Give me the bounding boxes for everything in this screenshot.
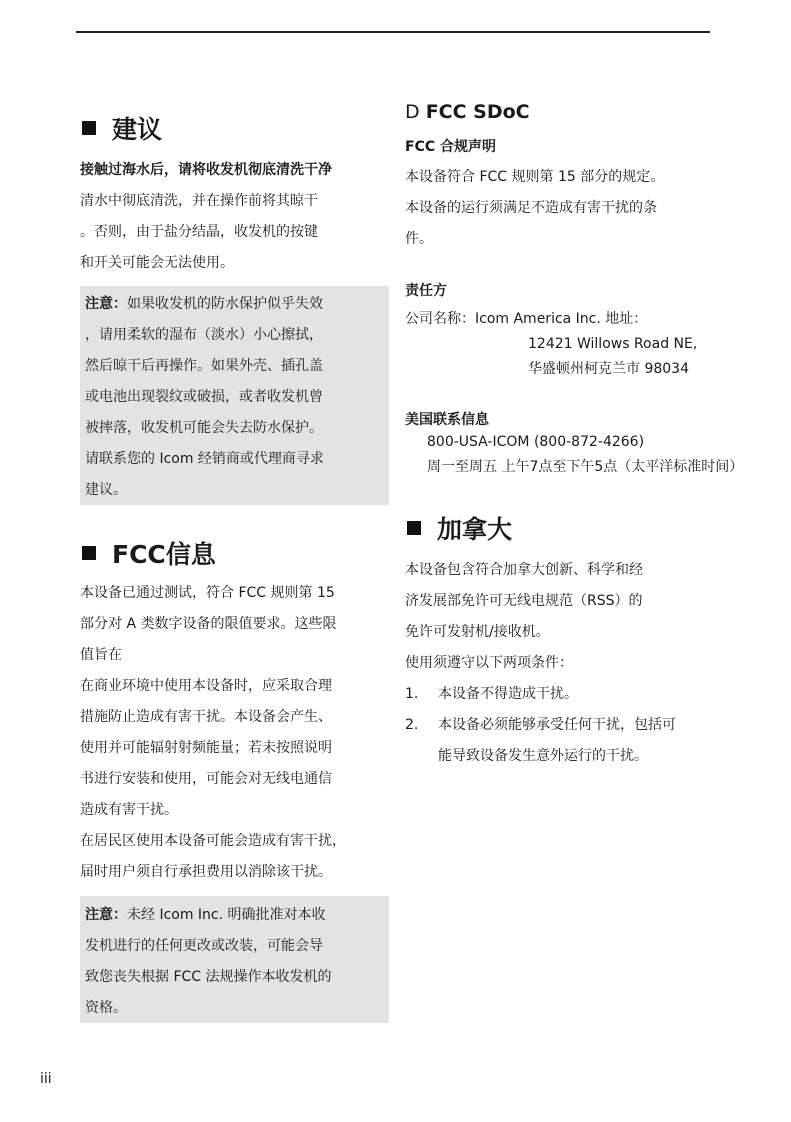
compliance-line: 件。 — [405, 231, 433, 247]
fcc-line: 值旨在 — [80, 647, 122, 663]
condition-line: 能导致设备发生意外运行的干扰。 — [438, 748, 648, 764]
contact-line: 周一至周五 上午7点至下午5点（太平洋标准时间） — [427, 459, 744, 475]
note-label: 注意： — [85, 907, 127, 923]
suggestion-bold-line: 接触过海水后，请将收发机彻底清洗干净 — [80, 162, 332, 178]
canada-line: 本设备包含符合加拿大创新、科学和经 — [405, 562, 643, 578]
compliance-line: 本设备符合 FCC 规则第 15 部分的规定。 — [405, 169, 665, 185]
fcc-line: 在居民区使用本设备可能会造成有害干扰， — [80, 833, 346, 849]
note-line: 然后晾干后再操作。如果外壳、插孔盖 — [85, 358, 323, 374]
suggestion-line: 。否则，由于盐分结晶，收发机的按键 — [80, 224, 318, 240]
condition-number: 1. — [405, 686, 419, 702]
note-line: 资格。 — [85, 1000, 127, 1016]
condition-line: 本设备不得造成干扰。 — [438, 686, 578, 702]
compliance-line: 本设备的运行须满足不造成有害干扰的条 — [405, 200, 657, 216]
note-line: 建议。 — [85, 482, 127, 498]
fcc-line: 届时用户须自行承担费用以消除该干扰。 — [80, 864, 332, 880]
party-line: 公司名称：Icom America Inc. 地址： — [405, 311, 648, 327]
compliance-title: FCC 合规声明 — [405, 139, 496, 155]
suggestion-heading: 建议 — [80, 110, 162, 146]
canada-line: 免许可发射机/接收机。 — [405, 624, 550, 640]
page-number: iii — [40, 1071, 52, 1087]
note-line: 或电池出现裂纹或破损，或者收发机曾 — [85, 389, 323, 405]
fcc-heading: FCC信息 — [80, 535, 216, 571]
condition-line: 本设备必须能够承受任何干扰，包括可 — [438, 717, 676, 733]
note-line: 发机进行的任何更改或改装，可能会导 — [85, 938, 323, 954]
canada-line: 济发展部免许可无线电规范（RSS）的 — [405, 593, 643, 609]
heading-bullet-icon — [82, 121, 96, 135]
waterproof-note: 注意：如果收发机的防水保护似乎失效 ，请用柔软的湿布（淡水）小心擦拭， 然后晾干后再操作。如果外壳、插孔盖 或电池出现裂纹或破损，或者收发机曾 被摔落，收发机可能会失去防水保护。 请联系您的 Icom 经销商或代理商寻求 建议。 — [80, 286, 389, 505]
fcc-line: 本设备已通过测试，符合 FCC 规则第 15 — [80, 585, 335, 601]
condition-number: 2. — [405, 717, 419, 733]
note-line: 被摔落，收发机可能会失去防水保护。 — [85, 420, 323, 436]
fcc-line: 使用并可能辐射射频能量；若未按照说明 — [80, 740, 332, 756]
fcc-line: 措施防止造成有害干扰。本设备会产生、 — [80, 709, 332, 725]
header-rule — [76, 31, 710, 33]
fcc-line: 造成有害干扰。 — [80, 802, 178, 818]
contact-title: 美国联系信息 — [405, 412, 489, 428]
note-line: 请联系您的 Icom 经销商或代理商寻求 — [85, 451, 324, 467]
note-line: 致您丧失根据 FCC 法规操作本收发机的 — [85, 969, 332, 985]
party-line: 华盛顿州柯克兰市 98034 — [528, 361, 689, 377]
fcc-note: 注意：未经 Icom Inc. 明确批准对本收 发机进行的任何更改或改装，可能会导 致您丧失根据 FCC 法规操作本收发机的 资格。 — [80, 896, 389, 1023]
note-line: ，请用柔软的湿布（淡水）小心擦拭， — [85, 327, 323, 343]
heading-bullet-icon — [82, 546, 96, 560]
contact-line: 800-USA-ICOM (800-872-4266) — [427, 434, 645, 450]
canada-heading: 加拿大 — [405, 510, 512, 546]
party-title: 责任方 — [405, 283, 447, 299]
fcc-line: 书进行安装和使用，可能会对无线电通信 — [80, 771, 332, 787]
fcc-line: 在商业环境中使用本设备时，应采取合理 — [80, 678, 332, 694]
canada-line: 使用须遵守以下两项条件： — [405, 655, 573, 671]
suggestion-line: 清水中彻底清洗，并在操作前将其晾干 — [80, 193, 318, 209]
note-label: 注意： — [85, 296, 127, 312]
sdoc-heading: D FCC SDoC — [405, 101, 530, 123]
fcc-line: 部分对 A 类数字设备的限值要求。这些限 — [80, 616, 337, 632]
suggestion-line: 和开关可能会无法使用。 — [80, 255, 234, 271]
heading-bullet-icon — [407, 521, 421, 535]
party-line: 12421 Willows Road NE, — [528, 336, 698, 352]
